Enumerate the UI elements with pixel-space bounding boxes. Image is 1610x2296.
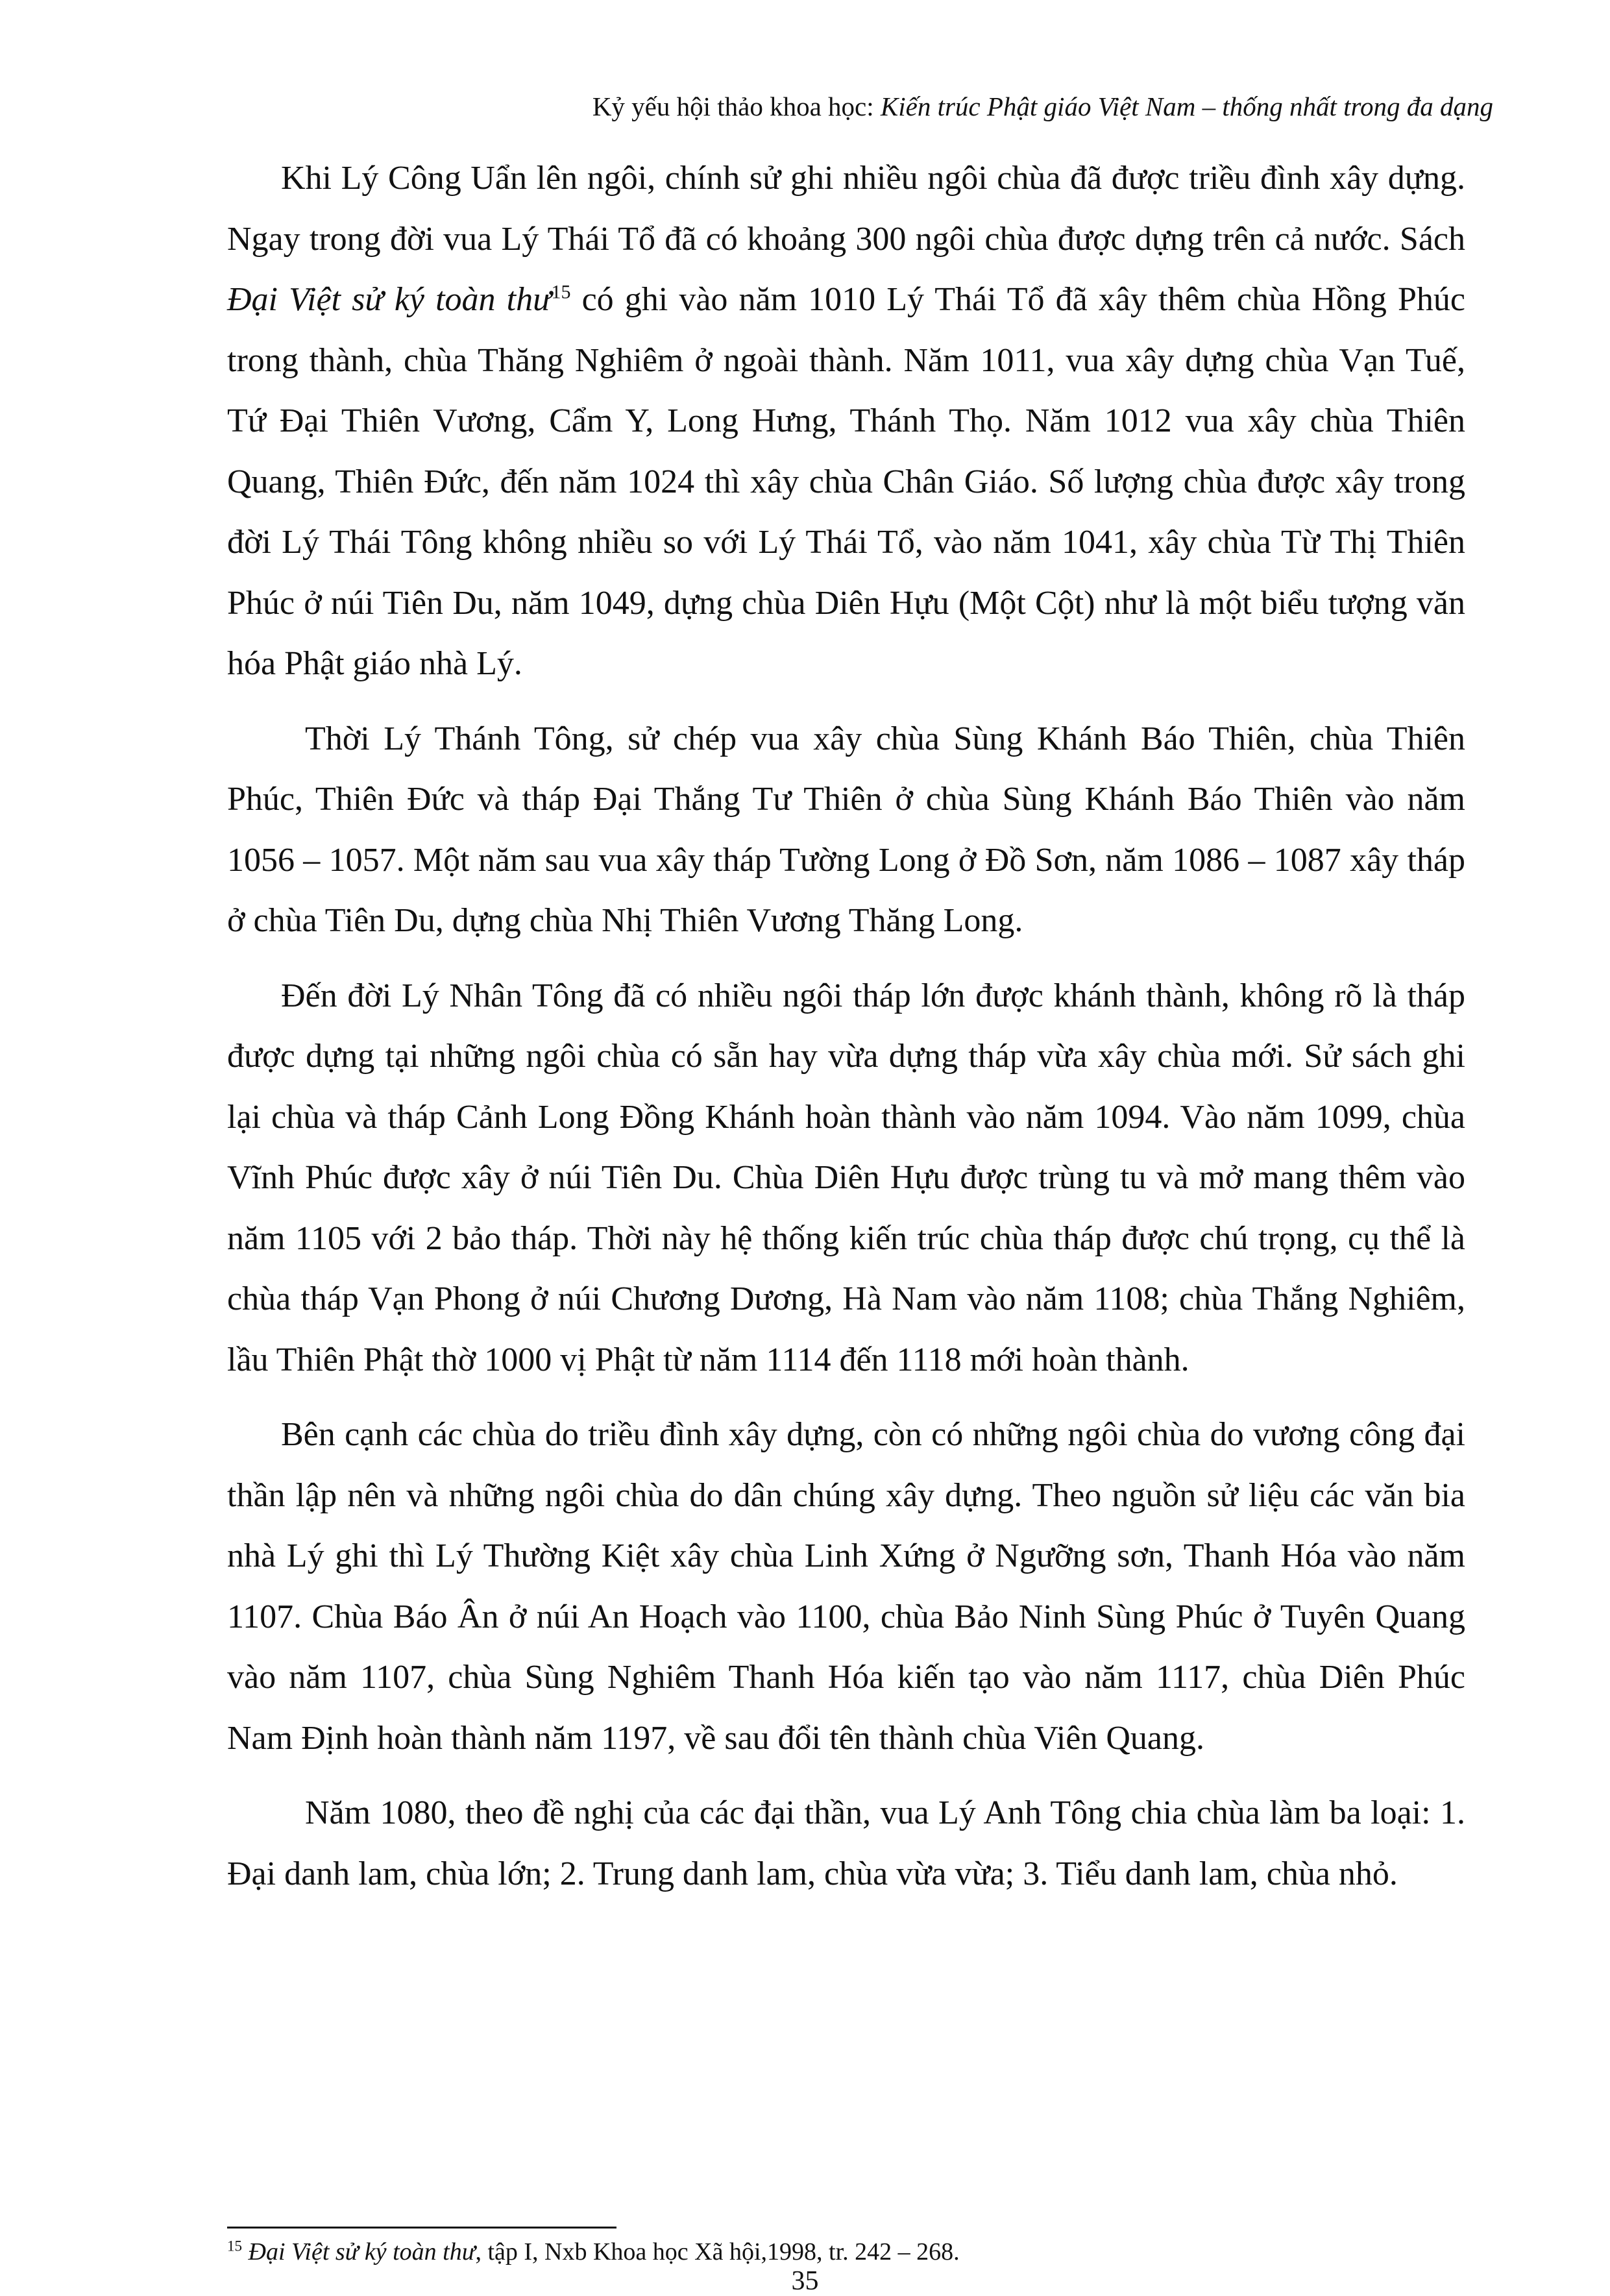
running-header [592,91,1493,122]
footnote-text: , tập I, Nxb Khoa học Xã hội,1998, tr. 242 – 268. [475,2238,960,2265]
paragraph-nobles-temples: Bên cạnh các chùa do triều đình xây dựng, còn có những ngôi chùa do vương công đại thần lập nên và những ngôi chùa do dân chúng xây dựng. Theo nguồn sử liệu các văn bia nhà Lý ghi thì Lý Thường Kiệt xây chùa Linh Xứng ở Ngưỡng sơn, Thanh Hóa vào năm 1107. Chùa Báo Ân ở núi An Hoạch vào 1100, chùa Bảo Ninh Sùng Phúc ở Tuyên Quang vào năm 1107, chùa Sùng Nghiêm Thanh Hóa kiến tạo vào năm 1117, chùa Diên Phúc Nam Định hoàn thành năm 1197, về sau đổi tên thành chùa Viên Quang. [227,1416,1465,1757]
footnote-title: Đại Việt sử ký toàn thư [248,2238,476,2265]
book-title: Đại Việt sử ký toàn thư [227,281,552,318]
header-prefix: Kỷ yếu hội thảo khoa học: [592,92,881,121]
footnote [227,2238,960,2266]
paragraph-ly-thai-to [227,148,1465,694]
paragraph-1-text-a: Khi Lý Công Uẩn lên ngôi, chính sử ghi nhiều ngôi chùa đã được triều đình xây dựng. Ngay trong đời vua Lý Thái Tổ đã có khoảng 300 ngôi chùa được dựng trên cả nước. Sách [227,160,1465,258]
paragraph-1-text-b: có ghi vào năm 1010 Lý Thái Tổ đã xây thêm chùa Hồng Phúc trong thành, chùa Thăng Nghiêm ở ngoài thành. Năm 1011, vua xây dựng chùa Vạn Tuế, Tứ Đại Thiên Vương, Cẩm Y, Long Hưng, Thánh Thọ. Năm 1012 vua xây chùa Thiên Quang, Thiên Đức, đến năm 1024 thì xây chùa Chân Giáo. Số lượng chùa được xây trong đời Lý Thái Tông không nhiều so với Lý Thái Tổ, vào năm 1041, xây chùa Từ Thị Thiên Phúc ở núi Tiên Du, năm 1049, dựng chùa Diên Hựu (Một Cột) như là một biểu tượng văn hóa Phật giáo nhà Lý. [227,281,1465,682]
page-number: 35 [791,2266,819,2296]
paragraph-temple-classification: Năm 1080, theo đề nghị của các đại thần, vua Lý Anh Tông chia chùa làm ba loại: 1. Đại danh lam, chùa lớn; 2. Trung danh lam, chùa vừa vừa; 3. Tiểu danh lam, chùa nhỏ. [227,1794,1465,1892]
footnote-number: 15 [227,2238,242,2254]
footnote-reference: 15 [551,281,571,303]
body-text [227,148,1465,1918]
paragraph-ly-thanh-tong: Thời Lý Thánh Tông, sử chép vua xây chùa Sùng Khánh Báo Thiên, chùa Thiên Phúc, Thiên Đức và tháp Đại Thắng Tư Thiên ở chùa Sùng Khánh Báo Thiên vào năm 1056 – 1057. Một năm sau vua xây tháp Tường Long ở Đồ Sơn, năm 1086 – 1087 xây tháp ở chùa Tiên Du, dựng chùa Nhị Thiên Vương Thăng Long. [227,720,1465,939]
paragraph-ly-nhan-tong: Đến đời Lý Nhân Tông đã có nhiều ngôi tháp lớn được khánh thành, không rõ là tháp được dựng tại những ngôi chùa có sẵn hay vừa dựng tháp vừa xây chùa mới. Sử sách ghi lại chùa và tháp Cảnh Long Đồng Khánh hoàn thành vào năm 1094. Vào năm 1099, chùa Vĩnh Phúc được xây ở núi Tiên Du. Chùa Diên Hựu được trùng tu và mở mang thêm vào năm 1105 với 2 bảo tháp. Thời này hệ thống kiến trúc chùa tháp được chú trọng, cụ thể là chùa tháp Vạn Phong ở núi Chương Dương, Hà Nam vào năm 1108; chùa Thắng Nghiêm, lầu Thiên Phật thờ 1000 vị Phật từ năm 1114 đến 1118 mới hoàn thành. [227,977,1465,1378]
header-title: Kiến trúc Phật giáo Việt Nam – thống nhất trong đa dạng [880,92,1493,121]
footnote-divider [227,2227,616,2229]
